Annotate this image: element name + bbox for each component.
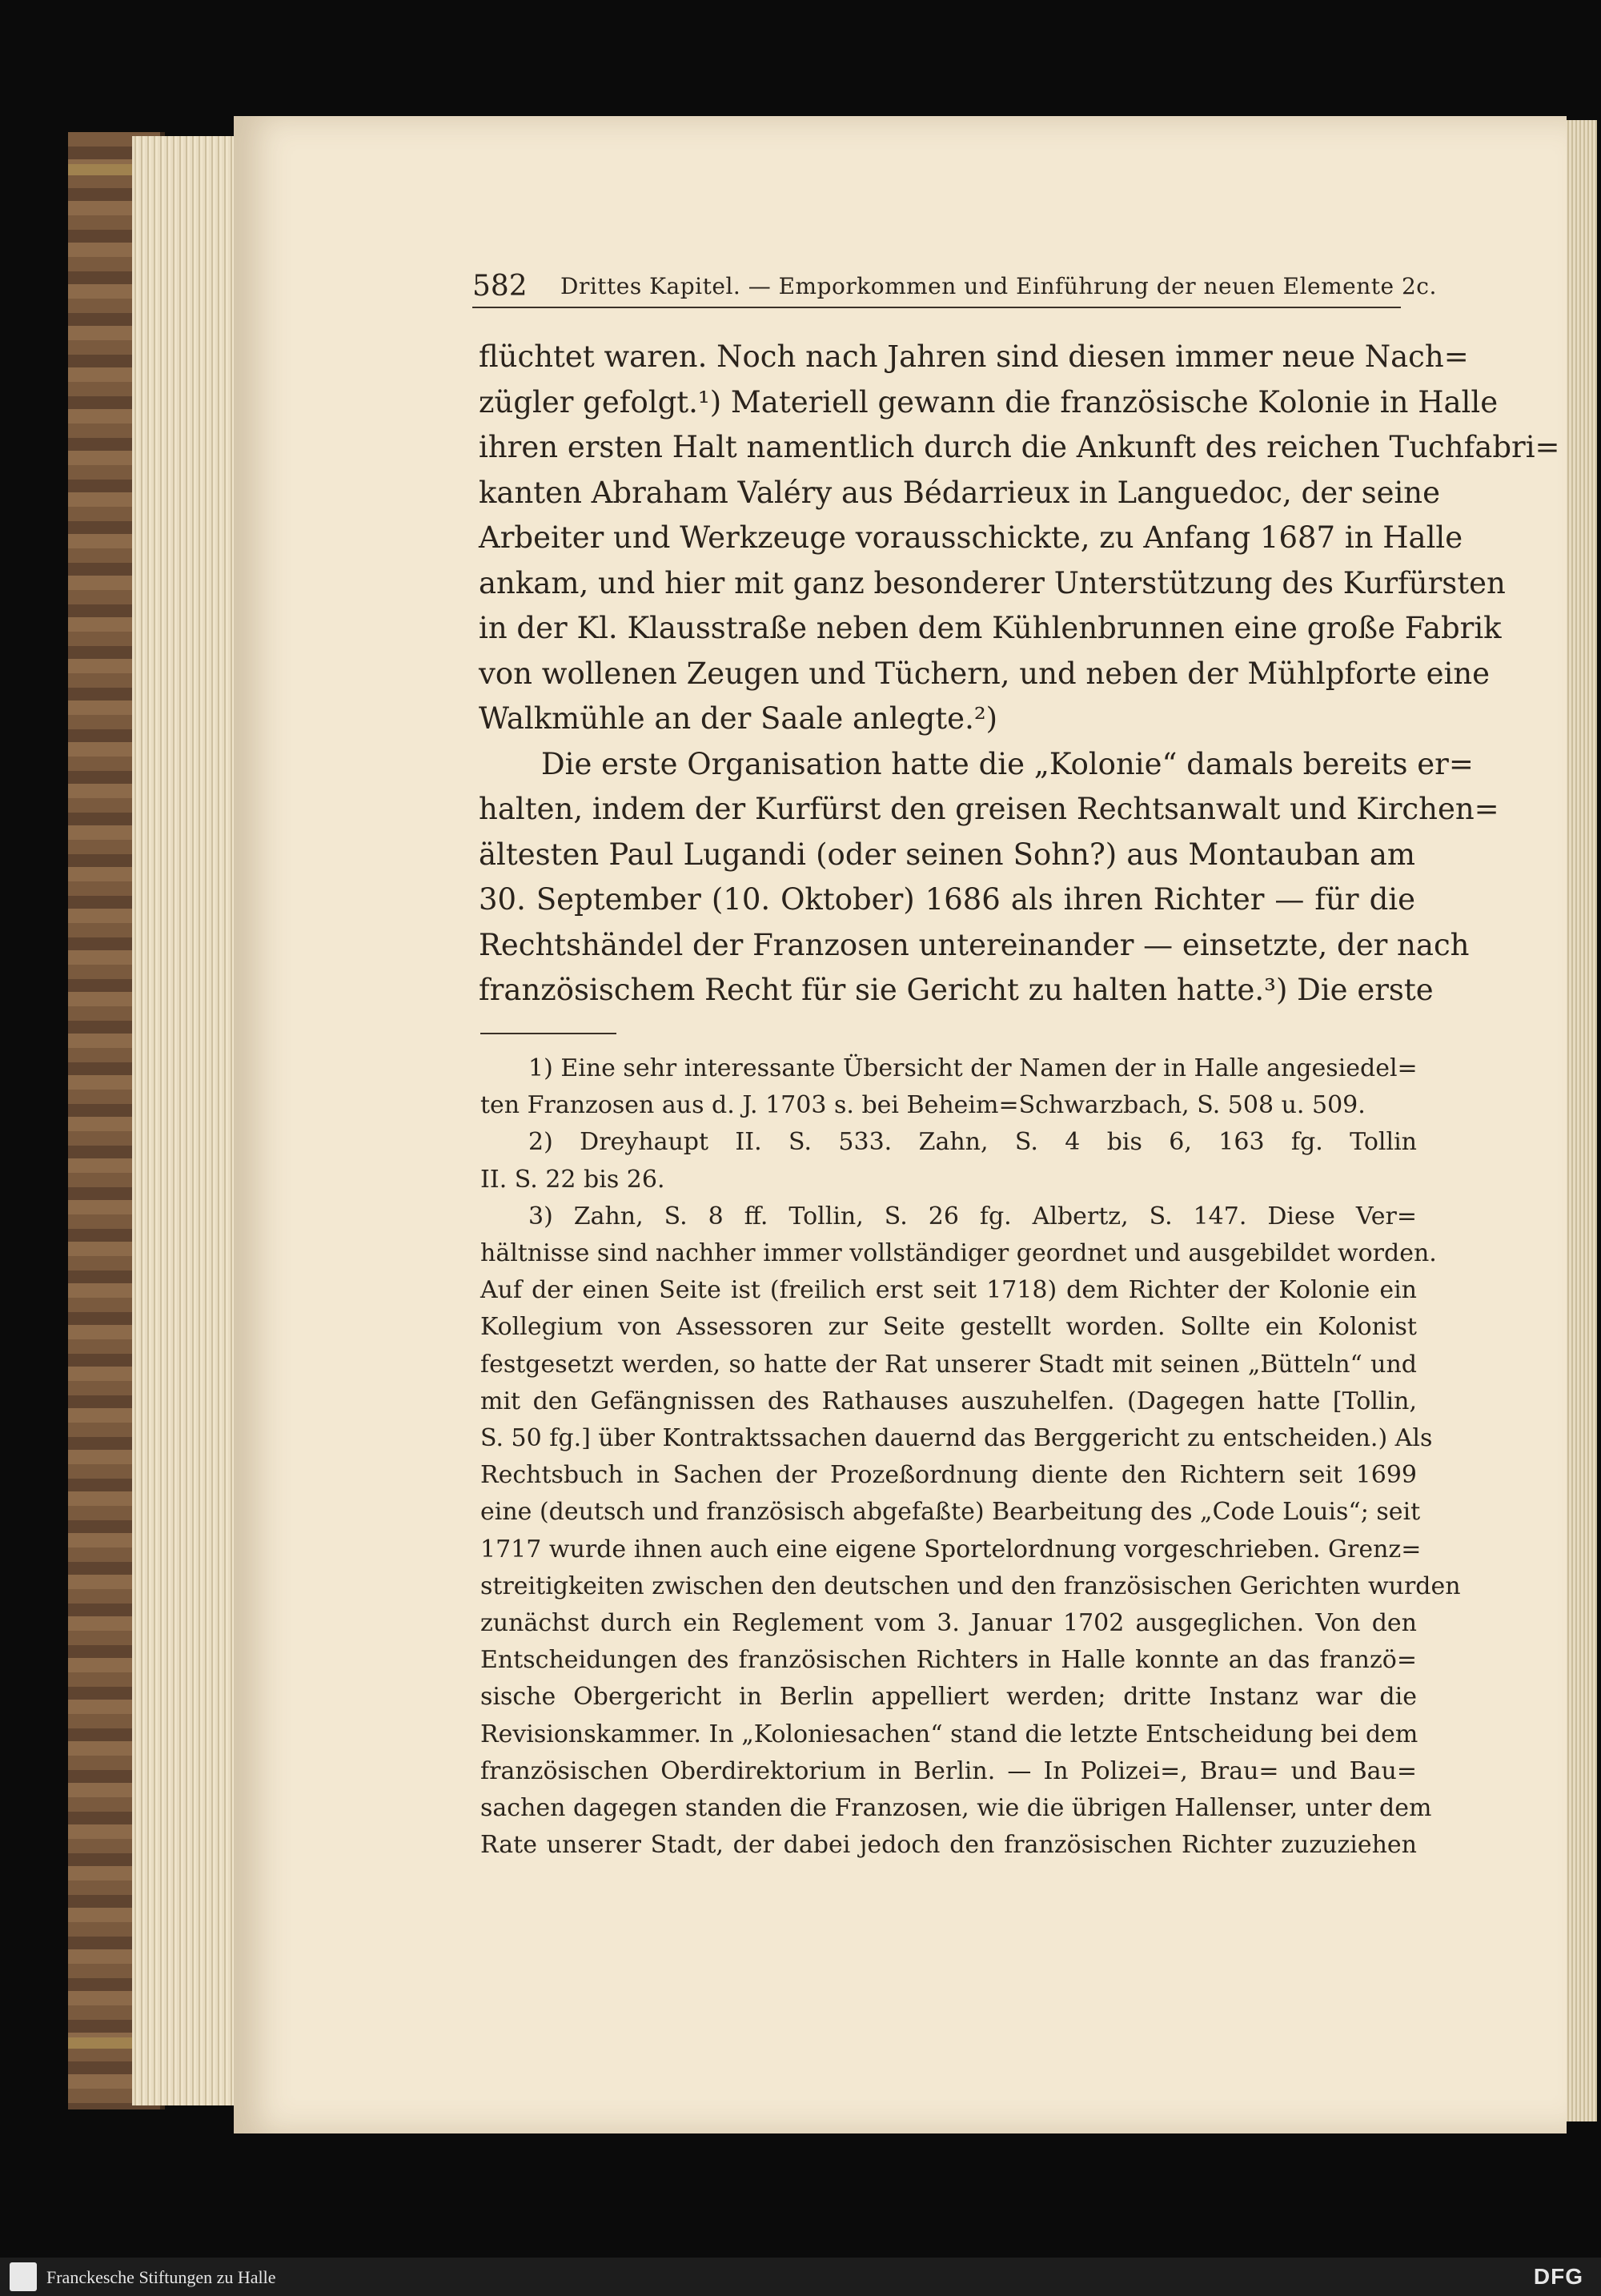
text-line: ankam, und hier mit ganz besonderer Unterstützung des Kurfürsten (479, 565, 1506, 600)
footnote-line: zunächst durch ein Reglement vom 3. Januar 1702 ausgeglichen. Von den (480, 1609, 1417, 1638)
footnote-2 (480, 1124, 1417, 1198)
footnote-line: 2) Dreyhaupt II. S. 533. Zahn, S. 4 bis 6, 163 fg. Tollin (528, 1128, 1417, 1157)
footnote-line: hältnisse sind nachher immer vollständiger geordnet und ausgebildet worden. (480, 1239, 1437, 1268)
text-line: Die erste Organisation hatte die „Kolonie“ damals bereits er= (541, 746, 1474, 781)
footnote-line: streitigkeiten zwischen den deutschen und den französischen Gerichten wurden (480, 1571, 1461, 1600)
footnote-line: II. S. 22 bis 26. (480, 1165, 665, 1194)
footnote-line: Entscheidungen des französischen Richters in Halle konnte an das franzö= (480, 1646, 1417, 1675)
footnotes (480, 1050, 1461, 1864)
text-line: Rechtshändel der Franzosen untereinander — einsetzte, der nach (479, 927, 1470, 962)
institution-logo-icon (10, 2262, 37, 2291)
footnote-line: sachen dagegen standen die Franzosen, wie die übrigen Hallenser, unter dem (480, 1794, 1432, 1823)
body-text (479, 335, 1560, 1014)
text-line: französischem Recht für sie Gericht zu halten hatte.³) Die erste (479, 973, 1434, 1007)
footnote-line: S. 50 fg.] über Kontraktssachen dauernd das Berggericht zu entscheiden.) Als (480, 1424, 1433, 1453)
text-line: Walkmühle an der Saale anlegte.²) (479, 701, 998, 736)
footnote-line: festgesetzt werden, so hatte der Rat unserer Stadt mit seinen „Bütteln“ und (480, 1350, 1417, 1379)
footnote-line: Rate unserer Stadt, der dabei jedoch den französischen Richter zuzuziehen (480, 1831, 1417, 1860)
footnote-line: Rechtsbuch in Sachen der Prozeßordnung diente den Richtern seit 1699 (480, 1461, 1417, 1490)
footnote-line: 1) Eine sehr interessante Übersicht der Namen der in Halle angesiedel= (528, 1054, 1418, 1082)
text-line: in der Kl. Klausstraße neben dem Kühlenbrunnen eine große Fabrik (479, 611, 1502, 645)
right-page-edges (1565, 120, 1597, 2121)
paragraph-1 (479, 335, 1560, 742)
text-line: flüchtet waren. Noch nach Jahren sind diesen immer neue Nach= (479, 339, 1469, 374)
footnote-line: 1717 wurde ihnen auch eine eigene Sportelordnung vorgeschrieben. Grenz= (480, 1535, 1422, 1563)
dfg-logo: DFG (1533, 2264, 1583, 2289)
footnote-line: 3) Zahn, S. 8 ff. Tollin, S. 26 fg. Albertz, S. 147. Diese Ver= (528, 1202, 1417, 1230)
text-line: von wollenen Zeugen und Tüchern, und neben der Mühlpforte eine (479, 656, 1491, 691)
page-number: 582 (472, 270, 528, 303)
text-line: ihren ersten Halt namentlich durch die Ankunft des reichen Tuchfabri= (479, 430, 1560, 464)
footnote-line: sische Obergericht in Berlin appelliert werden; dritte Instanz war die (480, 1683, 1417, 1712)
footnote-line: Revisionskammer. In „Koloniesachen“ stand die letzte Entscheidung bei dem (480, 1720, 1418, 1748)
footnote-divider (480, 1033, 616, 1034)
left-page-edges (132, 136, 244, 2105)
footnote-line: eine (deutsch und französisch abgefaßte) Bearbeitung des „Code Louis“; seit (480, 1498, 1421, 1527)
text-line: kanten Abraham Valéry aus Bédarrieux in Languedoc, der seine (479, 475, 1441, 510)
footnote-line: ten Franzosen aus d. J. 1703 s. bei Beheim=Schwarzbach, S. 508 u. 509. (480, 1091, 1366, 1120)
footnote-3 (480, 1198, 1461, 1864)
running-title: Drittes Kapitel. — Emporkommen und Einführung der neuen Elemente 2c. (560, 273, 1437, 299)
footnote-1 (480, 1050, 1417, 1124)
viewer-footer (0, 2258, 1601, 2296)
footnote-line: Kollegium von Assessoren zur Seite gestellt worden. Sollte ein Kolonist (480, 1313, 1417, 1342)
text-line: zügler gefolgt.¹) Materiell gewann die französische Kolonie in Halle (479, 384, 1499, 419)
page-header (472, 268, 1437, 308)
footnote-line: französischen Oberdirektorium in Berlin. — In Polizei=, Brau= und Bau= (480, 1756, 1417, 1785)
text-line: ältesten Paul Lugandi (oder seinen Sohn?) aus Montauban am (479, 837, 1415, 872)
text-line: halten, indem der Kurfürst den greisen Rechtsanwalt und Kirchen= (479, 792, 1499, 826)
paragraph-2 (479, 742, 1499, 1014)
footnote-line: mit den Gefängnissen des Rathauses auszuhelfen. (Dagegen hatte [Tollin, (480, 1387, 1417, 1415)
text-line: Arbeiter und Werkzeuge vorausschickte, zu Anfang 1687 in Halle (479, 520, 1463, 555)
footnote-line: Auf der einen Seite ist (freilich erst seit 1718) dem Richter der Kolonie ein (480, 1276, 1417, 1305)
text-line: 30. September (10. Oktober) 1686 als ihren Richter — für die (479, 882, 1415, 917)
institution-name: Franckesche Stiftungen zu Halle (46, 2267, 276, 2287)
